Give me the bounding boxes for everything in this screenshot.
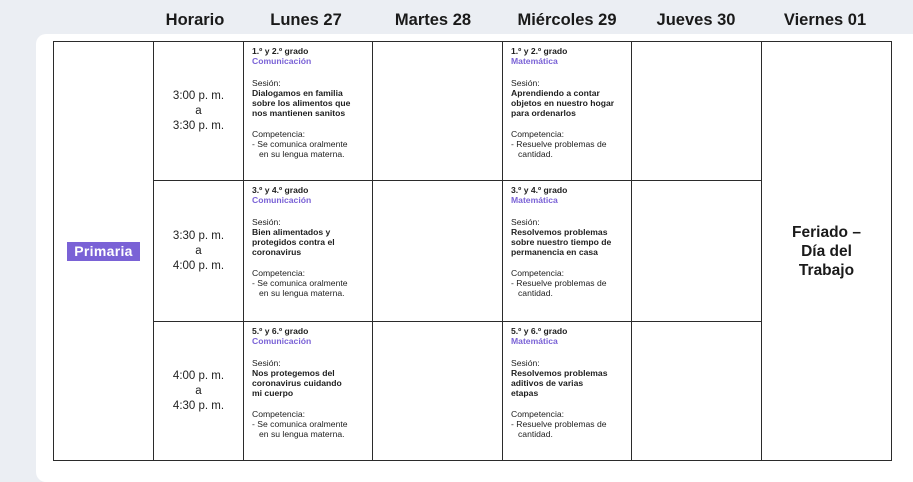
session-area: Comunicación: [252, 195, 312, 205]
session-grade: 5.º y 6.º grado: [252, 326, 309, 336]
competence-label: Competencia:: [252, 268, 306, 278]
session-area: Matemática: [511, 195, 558, 205]
competence-label: Competencia:: [511, 268, 565, 278]
competence-item: - Resuelve problemas de cantidad.: [511, 139, 607, 159]
session-grade: 3.º y 4.º grado: [511, 185, 568, 195]
session-grade: 3.º y 4.º grado: [252, 185, 309, 195]
session-label: Sesión:: [511, 217, 540, 227]
header-friday: Viernes 01: [783, 11, 867, 29]
competence-item: - Resuelve problemas de cantidad.: [511, 419, 607, 439]
competence-label: Competencia:: [511, 129, 565, 139]
header-thursday: Jueves 30: [656, 11, 736, 29]
session-area: Comunicación: [252, 56, 312, 66]
session-cell-monday: [244, 181, 373, 322]
empty-cell-thursday: [632, 42, 762, 181]
header-wednesday: Miércoles 29: [517, 11, 617, 29]
schedule-header: [0, 0, 913, 40]
session-cell-monday: [244, 42, 373, 181]
header-tuesday: Martes 28: [394, 11, 472, 29]
session-label: Sesión:: [252, 358, 281, 368]
session-title: Nos protegemos del coronavirus cuidando mi cuerpo: [252, 368, 342, 398]
session-cell-wednesday: [503, 42, 632, 181]
time-slot: 4:00 p. m. a 4:30 p. m.: [154, 322, 244, 461]
schedule-table: [53, 41, 892, 461]
session-label: Sesión:: [252, 217, 281, 227]
time-slot: 3:00 p. m. a 3:30 p. m.: [154, 42, 244, 181]
session-label: Sesión:: [252, 78, 281, 88]
table-row: [54, 42, 892, 181]
competence-item: - Se comunica oralmente en su lengua materna.: [252, 139, 348, 159]
empty-cell-tuesday: [373, 322, 503, 461]
header-monday: Lunes 27: [270, 11, 342, 29]
session-grade: 1.º y 2.º grado: [511, 46, 568, 56]
level-badge: Primaria: [67, 242, 139, 261]
session-grade: 5.º y 6.º grado: [511, 326, 568, 336]
holiday-cell: Feriado – Día del Trabajo: [762, 42, 892, 461]
level-cell: [54, 42, 154, 461]
empty-cell-tuesday: [373, 42, 503, 181]
session-title: Bien alimentados y protegidos contra el coronavirus: [252, 227, 335, 257]
competence-label: Competencia:: [252, 129, 306, 139]
session-title: Aprendiendo a contar objetos en nuestro hogar para ordenarlos: [511, 88, 615, 118]
competence-item: - Se comunica oralmente en su lengua materna.: [252, 278, 348, 298]
session-title: Resolvemos problemas sobre nuestro tiempo de permanencia en casa: [511, 227, 612, 257]
session-area: Matemática: [511, 56, 558, 66]
competence-label: Competencia:: [252, 409, 306, 419]
session-grade: 1.º y 2.º grado: [252, 46, 309, 56]
session-title: Resolvemos problemas aditivos de varias etapas: [511, 368, 608, 398]
time-slot: 3:30 p. m. a 4:00 p. m.: [154, 181, 244, 322]
session-area: Comunicación: [252, 336, 312, 346]
session-title: Dialogamos en familia sobre los alimentos que nos mantienen sanitos: [252, 88, 351, 118]
competence-item: - Se comunica oralmente en su lengua materna.: [252, 419, 348, 439]
session-area: Matemática: [511, 336, 558, 346]
empty-cell-thursday: [632, 322, 762, 461]
session-cell-monday: [244, 322, 373, 461]
session-label: Sesión:: [511, 78, 540, 88]
empty-cell-tuesday: [373, 181, 503, 322]
competence-item: - Resuelve problemas de cantidad.: [511, 278, 607, 298]
competence-label: Competencia:: [511, 409, 565, 419]
session-label: Sesión:: [511, 358, 540, 368]
session-cell-wednesday: [503, 181, 632, 322]
header-horario: Horario: [165, 11, 225, 29]
session-cell-wednesday: [503, 322, 632, 461]
empty-cell-thursday: [632, 181, 762, 322]
